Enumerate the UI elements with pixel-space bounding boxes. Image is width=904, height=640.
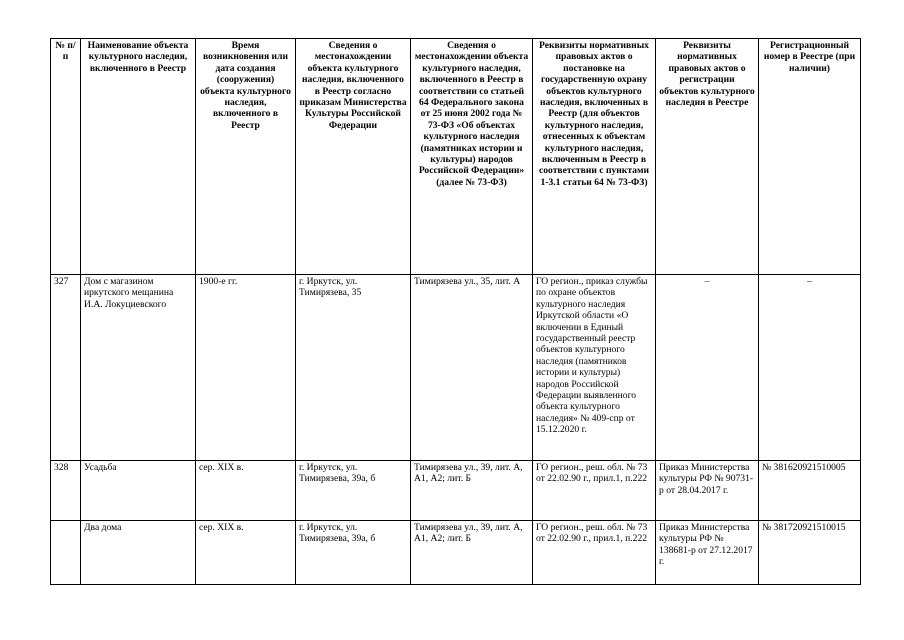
cell-date: сер. XIX в. [196,521,296,585]
header-registration-acts: Реквизиты нормативных правовых актов о регистрации объектов культурного наследия в Реестре [656,39,759,275]
cell-date: сер. XIX в. [196,461,296,521]
cell-registration-acts: – [656,275,759,461]
header-num: № п/п [51,39,81,275]
cell-registration-acts: Приказ Министерства культуры РФ № 138681-р от 27.12.2017 г. [656,521,759,585]
header-location-law: Сведения о местонахождении объекта культурного наследия, включенного в Реестр в соответствии со статьей 64 Федерального закона от 25 июня 2002 года № 73-ФЗ «Об объектах культурного наследия (памятниках истории и культуры) народов Российской Федерации» (далее № 73-ФЗ) [411,39,533,275]
cell-location-order: г. Иркутск, ул. Тимирязева, 39а, б [296,521,411,585]
cell-registration-number: № 381620921510005 [759,461,861,521]
document-page [50,38,860,585]
table-header-row [51,39,861,275]
cell-num: 328 [51,461,81,521]
header-date: Время возникновения или дата создания (сооружения) объекта культурного наследия, включенного в Реестр [196,39,296,275]
cell-location-law: Тимирязева ул., 39, лит. А, А1, А2; лит. Б [411,461,533,521]
heritage-register-table [50,38,861,585]
cell-date: 1900-е гг. [196,275,296,461]
cell-location-law: Тимирязева ул., 35, лит. А [411,275,533,461]
cell-name: Дом с магазином иркутского мещанина И.А. Локуциевского [81,275,196,461]
cell-protection-acts: ГО регион., приказ службы по охране объектов культурного наследия Иркутской области «О включении в Единый государственный реестр объектов культурного наследия (памятников истории и культуры) народов Российской Федерации выявленного объекта культурного наследия» № 409-спр от 15.12.2020 г. [533,275,656,461]
header-registration-number: Регистрационный номер в Реестре (при наличии) [759,39,861,275]
cell-location-order: г. Иркутск, ул. Тимирязева, 35 [296,275,411,461]
header-protection-acts: Реквизиты нормативных правовых актов о постановке на государственную охрану объектов культурного наследия, включенных в Реестр (для объектов культурного наследия, отнесенных к объектам культурного наследия, включенным в Реестр в соответствии с пунктами 1-3.1 статьи 64 № 73-ФЗ) [533,39,656,275]
cell-protection-acts: ГО регион., реш. обл. № 73 от 22.02.90 г., прил.1, п.222 [533,521,656,585]
cell-num [51,521,81,585]
cell-location-law: Тимирязева ул., 39, лит. А, А1, А2; лит. Б [411,521,533,585]
cell-name: Усадьба [81,461,196,521]
table-row [51,461,861,521]
table-row [51,275,861,461]
header-location-order: Сведения о местонахождении объекта культурного наследия, включенного в Реестр согласно приказам Министерства Культуры Российской Федерации [296,39,411,275]
table-row [51,521,861,585]
cell-registration-acts: Приказ Министерства культуры РФ № 90731-р от 28.04.2017 г. [656,461,759,521]
header-name: Наименование объекта культурного наследия, включенного в Реестр [81,39,196,275]
cell-protection-acts: ГО регион., реш. обл. № 73 от 22.02.90 г., прил.1, п.222 [533,461,656,521]
cell-name: Два дома [81,521,196,585]
cell-registration-number: № 381720921510015 [759,521,861,585]
cell-location-order: г. Иркутск, ул. Тимирязева, 39а, б [296,461,411,521]
cell-num: 327 [51,275,81,461]
cell-registration-number: – [759,275,861,461]
